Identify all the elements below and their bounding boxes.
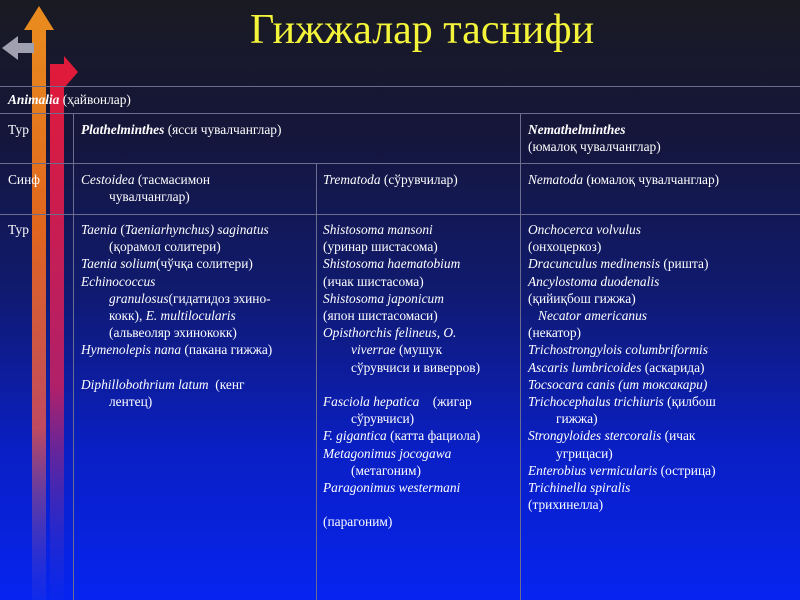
species-list-nematoda (528, 221, 716, 513)
species-line (528, 307, 716, 324)
species-latin-name: Trichostrongylois columbriformis (528, 342, 708, 358)
column-divider-1 (73, 113, 74, 600)
species-latin-name: granulosus (109, 290, 169, 306)
species-line (323, 290, 480, 307)
species-native-name: кокк), (109, 308, 146, 324)
grey-left-arrow-icon (2, 36, 34, 60)
phylum-plathelminthes (81, 121, 281, 138)
species-latin-name: Taenia solium (81, 256, 157, 272)
species-native-name: (қилбош (663, 394, 716, 410)
species-native-name: (некатор) (528, 325, 581, 341)
species-line (81, 273, 272, 290)
species-line (81, 255, 272, 272)
species-latin-name: Strongyloides stercoralis (528, 428, 662, 444)
species-line (528, 221, 716, 238)
species-line (528, 273, 716, 290)
species-line (528, 479, 716, 496)
species-list-trematoda (323, 221, 480, 531)
class-native: (сўрувчилар) (380, 172, 458, 187)
table-border-class (0, 214, 800, 215)
species-native-name: (аскарида) (641, 359, 705, 375)
species-latin-name: Fasciola hepatica (323, 394, 420, 410)
species-line (81, 376, 272, 393)
species-line (528, 238, 716, 255)
species-line (323, 324, 480, 341)
species-line (528, 290, 716, 307)
table-border-kingdom (0, 113, 800, 114)
species-latin-name: E. multilocularis (145, 308, 236, 324)
species-latin-name: Dracunculus medinensis (528, 256, 661, 272)
species-native-name: (альвеоляр эхинококк) (109, 325, 237, 341)
species-latin-name: Ascaris lumbricoides (528, 359, 642, 375)
species-line (323, 445, 480, 462)
species-latin-name: Trichinella spiralis (528, 480, 631, 496)
species-line (528, 341, 716, 358)
species-line (528, 410, 716, 427)
species-latin-name: Ancylostoma duodenalis (528, 273, 660, 289)
column-divider-3 (520, 113, 521, 600)
species-line (323, 221, 480, 238)
phylum-nemathelminthes (528, 121, 661, 155)
species-line (528, 393, 716, 410)
species-native-name: (острица) (657, 462, 716, 478)
species-line (528, 324, 716, 341)
species-line (323, 427, 480, 444)
species-line (323, 255, 480, 272)
species-latin-name: Shistosoma mansoni (323, 222, 433, 237)
species-line (81, 307, 272, 324)
species-line (323, 496, 480, 513)
species-latin-name: viverrae (351, 342, 396, 358)
species-latin-name: Enterobius vermicularis (528, 462, 658, 478)
species-native-name: сўрувчиси) (351, 411, 415, 427)
class-latin: Cestoidea (81, 172, 135, 187)
species-native-name: (парагоним) (323, 514, 393, 530)
species-latin-name: Necator americanus (528, 308, 648, 324)
orange-up-arrow-icon (24, 6, 54, 30)
species-latin-name: Echinococcus (81, 273, 156, 289)
species-latin-name: Shistosoma haematobium (323, 256, 461, 272)
species-native-name: (чўчқа солитери) (156, 256, 253, 272)
species-native-name: сўрувчиси и виверров) (351, 359, 481, 375)
species-native-name: (жигар (419, 394, 472, 410)
species-line (323, 479, 480, 496)
species-native-name: (катта фациола) (386, 428, 481, 444)
class-native: (юмалоқ чувалчанглар) (583, 172, 720, 187)
species-line (323, 393, 480, 410)
species-native-name: (кенг (208, 376, 245, 392)
species-line (323, 307, 480, 324)
species-line (81, 341, 272, 358)
kingdom-latin: Animalia (8, 92, 60, 107)
species-native-name: (ичак (661, 428, 696, 444)
species-line (528, 462, 716, 479)
species-list-cestoidea (81, 221, 272, 410)
species-native-name: (қийиқбош гижжа) (528, 290, 636, 306)
class-native-cont: чувалчанглар) (109, 189, 190, 205)
class-latin: Trematoda (323, 172, 381, 187)
species-latin-name: Hymenolepis nana (81, 342, 182, 358)
species-line (528, 427, 716, 444)
species-native-name: лентец) (109, 394, 153, 410)
class-nematoda (528, 171, 719, 188)
kingdom-cell (8, 91, 131, 108)
species-line (528, 496, 716, 513)
species-latin-name: Shistosoma japonicum (323, 290, 444, 306)
species-latin-name: Diphillobothrium latum (81, 376, 209, 392)
species-native-name: гижжа) (556, 411, 598, 427)
column-divider-2 (316, 163, 317, 600)
class-trematoda (323, 171, 458, 188)
phylum-latin: Plathelminthes (81, 122, 165, 137)
species-native-name: (трихинелла) (528, 497, 604, 513)
species-latin-name: Paragonimus westermani (323, 480, 461, 496)
phylum-native: (ясси чувалчанглар) (164, 122, 282, 137)
class-native: (тасмасимон (134, 172, 211, 187)
species-native-name: (ичак шистасома) (323, 273, 424, 289)
species-line (323, 238, 480, 255)
page-title: Гижжалар таснифи (250, 7, 595, 53)
species-line (528, 255, 716, 272)
species-latin-name: Taenia (81, 222, 117, 237)
species-latin-name: Tocsocara canis (ит токсакари) (528, 376, 708, 392)
species-line (81, 359, 272, 376)
species-line (81, 221, 272, 238)
phylum-native: (юмалоқ чувалчанглар) (528, 139, 661, 155)
species-native-name: ( (116, 222, 125, 237)
species-line (81, 393, 272, 410)
species-line (81, 290, 272, 307)
kingdom-native: (ҳайвонлар) (59, 92, 131, 107)
species-line (323, 376, 480, 393)
class-latin: Nematoda (528, 172, 584, 187)
species-native-name: (метагоним) (351, 462, 421, 478)
row-label-phylum: Тур (8, 122, 29, 137)
species-latin-name: Opisthorchis felineus, O. (323, 325, 457, 341)
species-line (323, 341, 480, 358)
species-latin-name: Trichocephalus trichiuris (528, 394, 664, 410)
table-border-top (0, 86, 800, 87)
species-native-name: (қорамол солитери) (109, 239, 221, 255)
row-label-class: Синф (8, 172, 40, 187)
species-line (81, 324, 272, 341)
species-line (528, 376, 716, 393)
red-shaft-icon (50, 70, 64, 600)
species-native-name: (мушук (395, 342, 443, 358)
species-native-name: (онхоцеркоз) (528, 239, 602, 255)
species-native-name: (гидатидоз эхино- (168, 290, 271, 306)
species-line (323, 359, 480, 376)
species-native-name: угрицаси) (556, 445, 613, 461)
species-latin-name: F. gigantica (323, 428, 387, 444)
species-line (323, 513, 480, 530)
table-border-phylum (0, 163, 800, 164)
species-line (81, 238, 272, 255)
species-native-name: (пакана гижжа) (181, 342, 273, 358)
species-line (528, 445, 716, 462)
species-latin-name: Onchocerca volvulus (528, 222, 641, 237)
species-native-name: (япон шистасомаси) (323, 308, 438, 324)
species-latin-name: Taeniarhynchus) saginatus (124, 222, 269, 237)
species-line (323, 462, 480, 479)
species-line (323, 273, 480, 290)
species-line (528, 359, 716, 376)
class-cestoidea (81, 171, 210, 205)
species-latin-name: Metagonimus jocogawa (323, 445, 452, 461)
species-native-name: (ришта) (660, 256, 709, 272)
species-native-name: (уринар шистасома) (323, 239, 438, 255)
species-line (323, 410, 480, 427)
arrow-decoration (0, 0, 90, 600)
row-label-species: Тур (8, 222, 29, 237)
phylum-latin: Nemathelminthes (528, 122, 626, 137)
